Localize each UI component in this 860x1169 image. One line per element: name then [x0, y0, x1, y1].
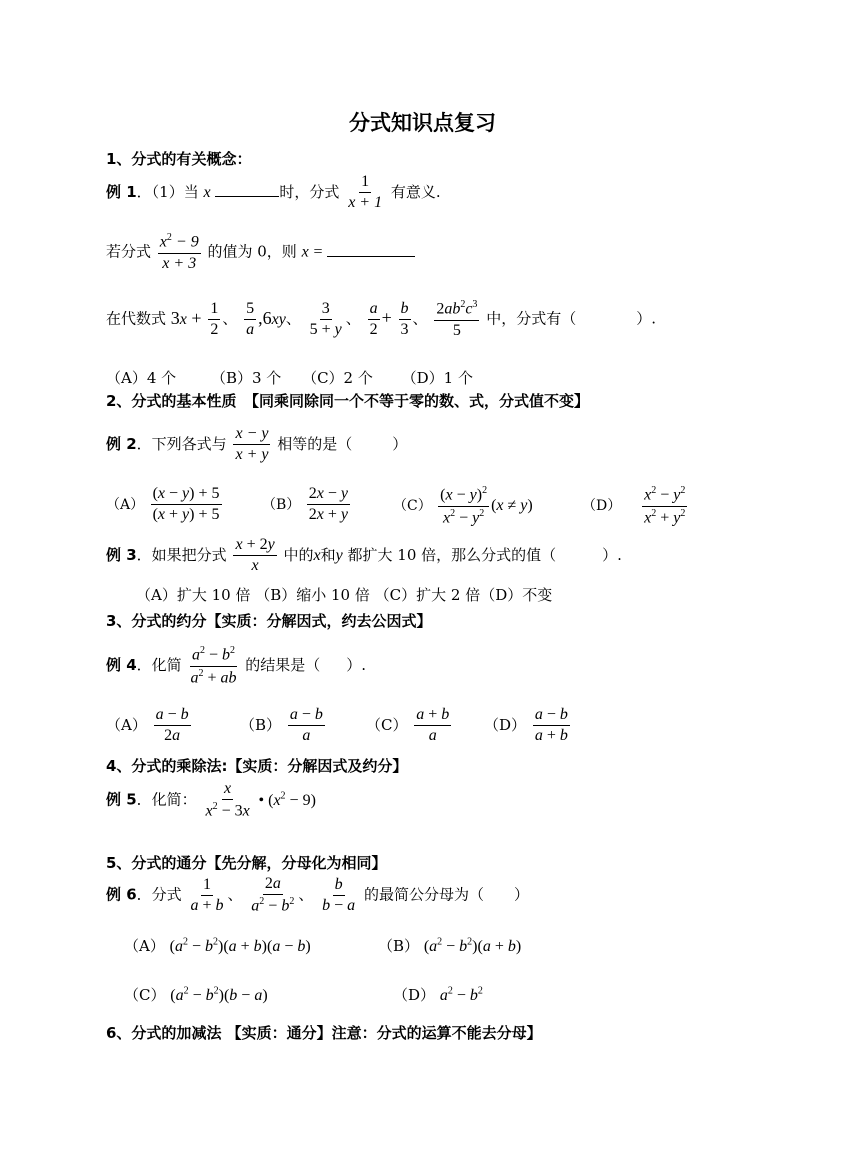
option-d-label: （D）: [484, 715, 527, 734]
page-title: 分式知识点复习: [349, 111, 496, 135]
example-6-option-a: （A） $(a^2 - b^2)(a + b)(a - b)$: [124, 936, 311, 955]
example-4-option-c: [366, 706, 453, 746]
option-d-fraction: $\frac{x^2 - y^2}{x^2 + y^2}$: [644, 485, 686, 527]
option-b: （B）3 个: [210, 369, 282, 387]
fraction: $\frac{5}{a}$: [246, 299, 255, 339]
example-4-option-b: [240, 706, 327, 746]
fraction: $\frac{x + 2y}{x}$: [235, 536, 275, 575]
example-4-options: [106, 706, 193, 746]
variable-x: x: [203, 183, 211, 201]
option-a-label: （A）: [106, 715, 147, 734]
fraction: $\frac{3}{5 + y}$: [309, 299, 342, 339]
option-c-fraction: $\frac{a + b}{a}$: [416, 706, 450, 745]
example-5-line: 例 5．化简： $\frac{x}{x^2 - 3x}$ • $(x^2 - 9)$: [106, 780, 316, 820]
option-b-fraction: $\frac{2x - y}{2x + y}$: [308, 485, 348, 524]
example-1-line: [106, 173, 441, 213]
text: 时，分式: [279, 182, 340, 201]
fraction: $\frac{b}{3}$: [400, 299, 409, 339]
example-6-option-d: （D） $a^2 - b^2$: [393, 985, 483, 1004]
section-1-heading: 1、分式的有关概念：: [106, 150, 252, 168]
text: 的值为 0，则: [207, 242, 297, 261]
fraction: $\frac{b}{b - a}$: [322, 875, 356, 915]
example-3-options: （A）扩大 10 倍 （B）缩小 10 倍 （C）扩大 2 倍（D）不变: [136, 586, 553, 604]
fraction: $\frac{2ab^2c^3}{5}$: [436, 299, 478, 339]
fraction: $\frac{1}{a + b}$: [190, 875, 224, 915]
option-a-label: （A）: [106, 496, 145, 513]
option-c-label: （C）: [366, 715, 408, 734]
option-a-label: （A）: [124, 937, 165, 955]
option-d-label: （D）: [393, 986, 436, 1004]
option-b-fraction: $\frac{a - b}{a}$: [289, 706, 323, 745]
option-a-fraction: $\frac{(x - y) + 5}{(x + y) + 5}$: [152, 485, 220, 524]
example-label: 例 5: [106, 790, 137, 809]
text: 在代数式: [106, 309, 167, 328]
section-5-heading: 5、分式的通分【先分解，分母化为相同】: [106, 854, 387, 872]
example-3-line: 例 3．如果把分式 $\frac{x + 2y}{x}$ 中的x和y 都扩大 10 倍，那么分式的值（ ）.: [106, 536, 622, 575]
section-2-heading: 2、分式的基本性质 【同乘同除同一个不等于零的数、式，分式值不变】: [106, 392, 589, 410]
option-d-fraction: $\frac{a - b}{a + b}$: [534, 706, 568, 745]
fraction: $\frac{x - y}{x + y}$: [235, 425, 269, 464]
example-label: 例 2: [106, 434, 137, 453]
option-c-fraction: $\frac{(x - y)^2}{x^2 - y^2}$: [440, 485, 488, 527]
fraction: $\frac{a^2 - b^2}{a^2 + ab}$: [190, 645, 237, 687]
section-3-heading: 3、分式的约分【实质：分解因式，约去公因式】: [106, 612, 432, 630]
example-2-option-b: [262, 485, 352, 525]
option-a-fraction: $\frac{a - b}{2a}$: [155, 706, 189, 745]
example-1b-line: 若分式 $\frac{x^2 - 9}{x + 3}$ 的值为 0，则 x =: [106, 232, 415, 273]
answer-blank: [215, 196, 279, 197]
fraction: $\frac{x^2 - 9}{x + 3}$: [159, 232, 199, 272]
option-b-label: （B）: [378, 937, 420, 955]
example-label: 例 6: [106, 885, 137, 904]
text: 若分式: [106, 242, 152, 261]
text: 有意义.: [390, 182, 441, 201]
example-1-options: [106, 367, 473, 388]
example-4-line: 例 4．化简 $\frac{a^2 - b^2}{a^2 + ab}$ 的结果是（ ）.: [106, 645, 367, 687]
fraction: $\frac{2a}{a^2 - b^2}$: [251, 875, 295, 915]
example-2-options: [106, 485, 224, 525]
fraction: $\frac{1}{2}$: [210, 299, 219, 339]
example-6-option-c: （C） $(a^2 - b^2)(b - a)$: [124, 985, 268, 1004]
example-1c-line: 在代数式 3x + $\frac{1}{2}$ 、 $\frac{5}{a}$ ,6xy、 $\frac{3}{5 + y}$ 、 $\frac{a}{2}$ + $\frac{b}{3}$ 、 $\frac{2ab^2c^3}{5}$ 中，分式有（ ）.: [106, 299, 656, 339]
fraction: $\frac{a}{2}$: [369, 299, 378, 339]
example-4-option-d: [484, 706, 572, 746]
fraction: $\frac{1}{x + 1}$: [348, 173, 383, 212]
option-c: （C）2 个: [302, 369, 373, 387]
option-b-label: （B）: [240, 715, 282, 734]
option-c-label: （C）: [393, 498, 432, 515]
fraction: $\frac{x}{x^2 - 3x}$: [205, 780, 250, 820]
section-4-heading: 4、分式的乘除法:【实质：分解因式及约分】: [106, 757, 408, 775]
section-6-heading: 6、分式的加减法 【实质：通分】注意：分式的运算不能去分母】: [106, 1024, 542, 1042]
option-b-label: （B）: [262, 496, 301, 513]
example-2-option-d: [582, 485, 689, 527]
example-label: 例 4: [106, 656, 137, 675]
text: ．（1）当: [136, 182, 199, 201]
example-6-option-b: （B） $(a^2 - b^2)(a + b)$: [378, 936, 522, 955]
option-c-label: （C）: [124, 986, 166, 1004]
option-d: （D）1 个: [401, 369, 473, 387]
example-label: 例 3: [106, 545, 137, 564]
option-d-label: （D）: [582, 498, 622, 515]
text: 中，分式有（: [486, 309, 577, 328]
option-a: （A）4 个: [106, 369, 177, 387]
example-label: 例 1: [106, 182, 137, 201]
example-2-line: 例 2．下列各式与 $\frac{x - y}{x + y}$ 相等的是（ ）: [106, 425, 408, 464]
answer-blank: [327, 256, 415, 257]
example-6-line: 例 6．分式 $\frac{1}{a + b}$ 、 $\frac{2a}{a^2 - b^2}$ 、 $\frac{b}{b - a}$ 的最简公分母为（ ）: [106, 875, 529, 915]
example-2-option-c: （C） $\frac{(x - y)^2}{x^2 - y^2}$ (x ≠ y): [393, 485, 533, 527]
